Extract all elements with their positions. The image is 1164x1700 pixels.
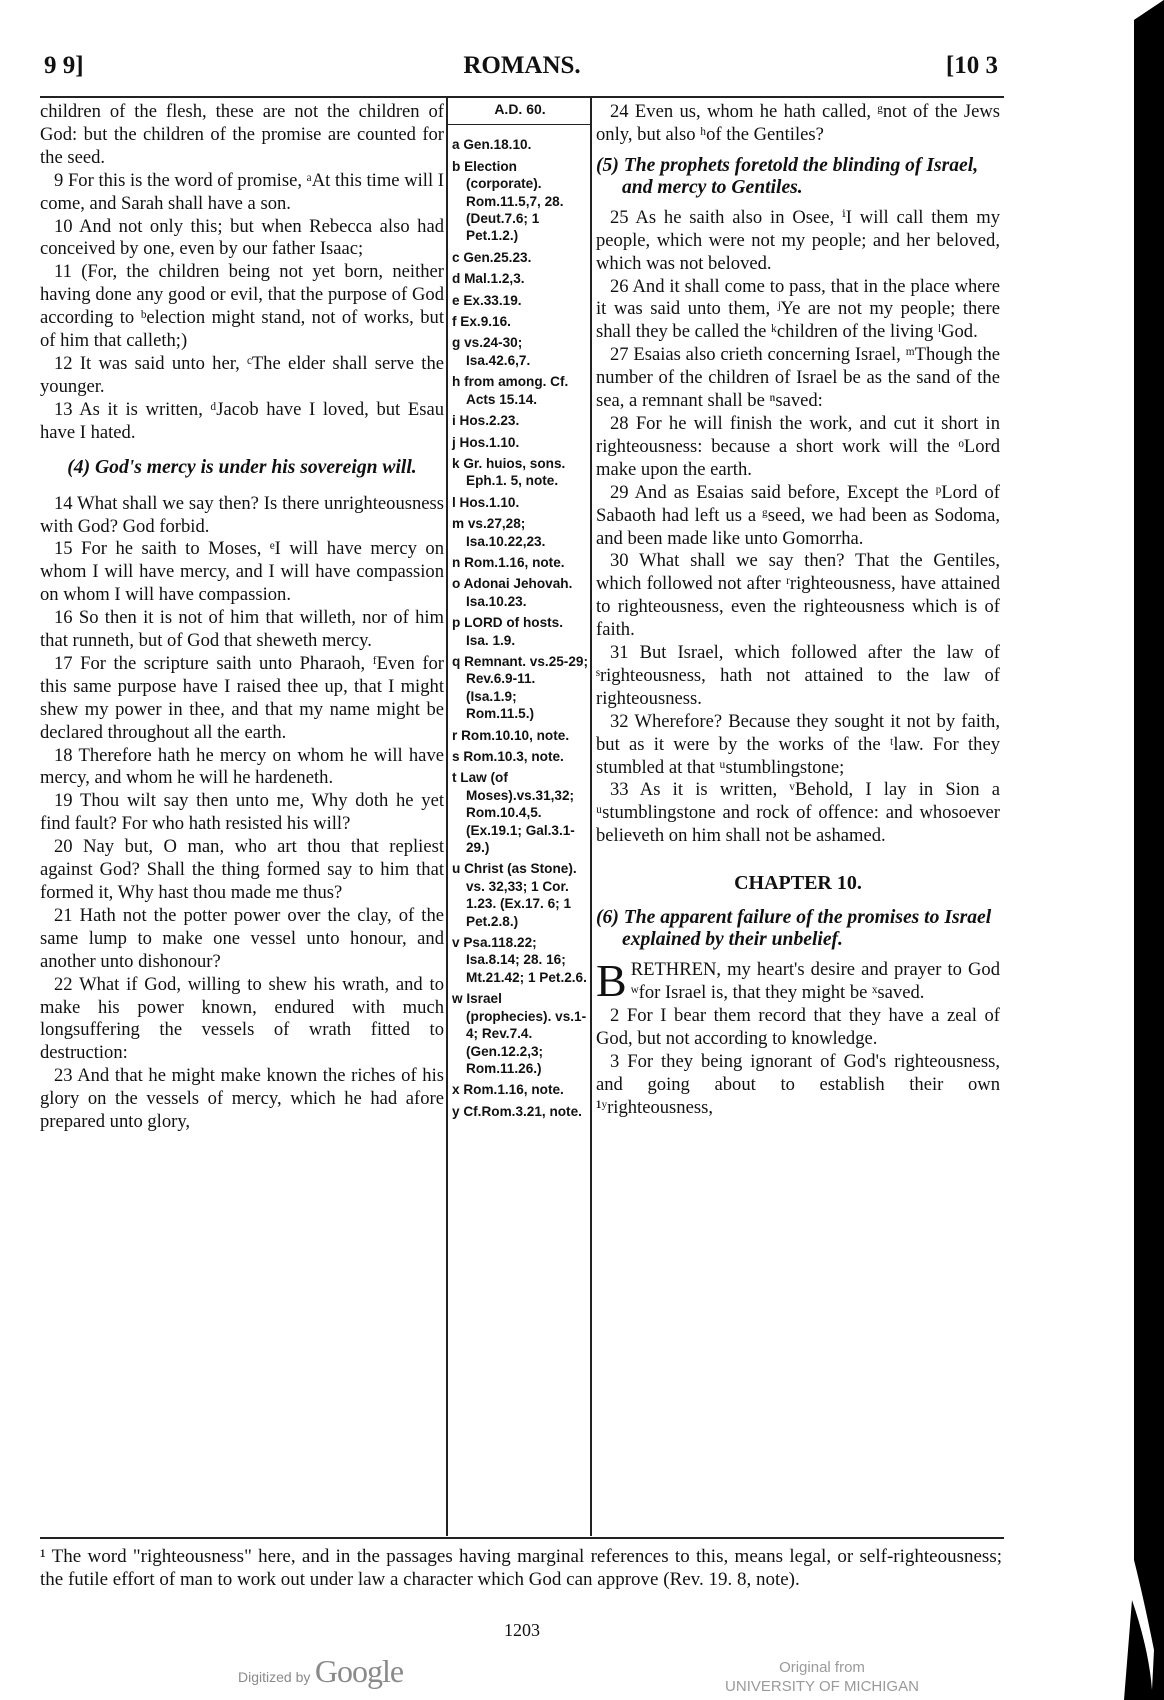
- marginal-reference: o Adonai Jehovah. Isa.10.23.: [452, 576, 573, 609]
- verse-paragraph: 13 As it is written, ᵈJacob have I loved, but Esau have I hated.: [40, 398, 444, 443]
- page-edge-shadow: [1104, 0, 1164, 1700]
- column-rule-right: [590, 96, 592, 1536]
- verse-paragraph: 17 For the scripture saith unto Pharaoh, ᶠEven for this same purpose have I raised thee up, that I might shew my power in thee, and that my name might be declared throughout all the earth.: [40, 652, 444, 743]
- center-date: A.D. 60.: [494, 101, 546, 117]
- verse-paragraph: 33 As it is written, ᵛBehold, I lay in Sion a ᵘstumblingstone and rock of offence: and whosoever believeth on him shall not be ashamed.: [596, 779, 1000, 847]
- marginal-reference: p LORD of hosts. Isa. 1.9.: [452, 615, 564, 648]
- marginal-reference: b Election (corporate). Rom.11.5,7, 28. (Deut.7.6; 1 Pet.1.2.): [452, 158, 564, 244]
- header-book-title: ROMANS.: [463, 52, 581, 79]
- marginal-reference: h from among. Cf. Acts 15.14.: [452, 374, 569, 407]
- marginal-reference: l Hos.1.10.: [452, 494, 520, 510]
- verse-paragraph: 27 Esaias also crieth concerning Israel, ᵐThough the number of the children of Israel be as the sand of the sea, a remnant shall be ⁿsaved:: [596, 344, 1000, 412]
- center-reference-column: [452, 101, 588, 1124]
- header-rule: [40, 96, 1004, 98]
- marginal-reference: m vs.27,28; Isa.10.22,23.: [452, 516, 546, 549]
- marginal-reference: y Cf.Rom.3.21, note.: [452, 1103, 582, 1119]
- verse-paragraph: 23 And that he might make known the riches of his glory on the vessels of mercy, which he had afore prepared unto glory,: [40, 1065, 444, 1133]
- marginal-reference: g vs.24-30; Isa.42.6,7.: [452, 335, 531, 368]
- verse-paragraph: 25 As he saith also in Osee, ⁱI will call them my people, which were not my people; and her beloved, which was not beloved.: [596, 206, 1000, 274]
- verse-paragraph: 15 For he saith to Moses, ᵉI will have mercy on whom I will have mercy, and I will have compassion on whom I will have compassion.: [40, 538, 444, 606]
- header-chapter-verse-right: [10 3: [945, 52, 998, 79]
- running-header: [40, 52, 1004, 92]
- chapter-heading: CHAPTER 10.: [734, 872, 862, 895]
- section-heading: (5) The prophets foretold the blinding of Israel, and mercy to Gentiles.: [596, 154, 979, 198]
- section-heading: (4) God's mercy is under his sovereign will.: [67, 456, 417, 478]
- verse-paragraph: 16 So then it is not of him that willeth, nor of him that runneth, but of God that sheweth mercy.: [40, 607, 444, 652]
- verse-paragraph: 11 (For, the children being not yet born, neither having done any good or evil, that the purpose of God according to ᵇelection might stand, not of works, but of him that calleth;): [40, 261, 444, 352]
- marginal-reference: s Rom.10.3, note.: [452, 749, 564, 764]
- marginal-reference: k Gr. huios, sons. Eph.1. 5, note.: [452, 455, 566, 489]
- marginal-reference: f Ex.9.16.: [452, 314, 511, 330]
- verse-paragraph: 28 For he will finish the work, and cut it short in righteousness: because a short work will the ᵒLord make upon the earth.: [596, 412, 1000, 480]
- verse-paragraph: 3 For they being ignorant of God's righteousness, and going about to establish their own ¹ʸrighteousness,: [596, 1050, 1000, 1118]
- marginal-reference: n Rom.1.16, note.: [452, 554, 565, 570]
- marginal-reference: j Hos.1.10.: [452, 434, 520, 450]
- verse-paragraph: 29 And as Esaias said before, Except the ᵖLord of Sabaoth had left us a ᵍseed, we had been as Sodoma, and been made like unto Gomorrha.: [596, 481, 1000, 549]
- marginal-reference: r Rom.10.10, note.: [452, 727, 570, 743]
- verse-paragraph: 18 Therefore hath he mercy on whom he will have mercy, and whom he will he hardeneth.: [40, 744, 444, 789]
- footnote: ¹ The word "righteousness" here, and in the passages having marginal references to this, means legal, or self-righteousness; the futile effort of man to work out under law a character which God can approve (Rev. 19. 8, note).: [40, 1546, 1002, 1590]
- drop-cap: B: [596, 955, 627, 1007]
- marginal-reference: q Remnant. vs.25-29; Rev.6.9-11. (Isa.1.9; Rom.11.5.): [452, 653, 588, 722]
- marginal-reference: t Law (of Moses).vs.31,32; Rom.10.4,5. (Ex.19.1; Gal.3.1-29.): [452, 770, 575, 856]
- digitized-by-watermark: [238, 1653, 403, 1690]
- verse-paragraph: 12 It was said unto her, ᶜThe elder shall serve the younger.: [40, 352, 444, 397]
- marginal-reference: v Psa.118.22; Isa.8.14; 28. 16; Mt.21.42; 1 Pet.2.6.: [452, 935, 587, 985]
- marginal-reference: d Mal.1.2,3.: [452, 271, 525, 287]
- verse-paragraph: 24 Even us, whom he hath called, ᵍnot of the Jews only, but also ʰof the Gentiles?: [596, 101, 1000, 145]
- verse-paragraph: 2 For I bear them record that they have a zeal of God, but not according to knowledge.: [596, 1004, 1000, 1049]
- verse-paragraph: 10 And not only this; but when Rebecca also had conceived by one, even by our father Isaac;: [40, 215, 444, 260]
- section-heading: (6) The apparent failure of the promises to Israel explained by their unbelief.: [596, 907, 992, 951]
- page-number: 1203: [504, 1620, 540, 1640]
- column-rule-left: [446, 96, 448, 1536]
- left-text-column: [40, 101, 444, 1134]
- digitized-by-text: Digitized by: [238, 1669, 311, 1685]
- verse-paragraph-dropcap: [596, 955, 1000, 1007]
- verse-paragraph: 22 What if God, willing to shew his wrath, and to make his power known, endured with much longsuffering the vessels of wrath fitted to destruction:: [40, 973, 444, 1064]
- original-from-text: Original from: [779, 1659, 865, 1676]
- marginal-reference: a Gen.18.10.: [452, 137, 532, 153]
- marginal-reference: c Gen.25.23.: [452, 249, 532, 265]
- verse-paragraph: 9 For this is the word of promise, ᵃAt this time will I come, and Sarah shall have a son.: [40, 169, 444, 214]
- google-logo: Google: [314, 1653, 404, 1689]
- verse-paragraph: 19 Thou wilt say then unto me, Why doth he yet find fault? For who hath resisted his will?: [40, 790, 444, 835]
- university-name: UNIVERSITY OF MICHIGAN: [725, 1678, 919, 1695]
- marginal-reference: i Hos.2.23.: [452, 413, 520, 429]
- right-text-column: [596, 101, 1000, 1119]
- verse-paragraph: 32 Wherefore? Because they sought it not by faith, but as it were by the works of the ᵗlaw. For they stumbled at that ᵘstumblingstone;: [596, 710, 1000, 778]
- verse-paragraph: 14 What shall we say then? Is there unrighteousness with God? God forbid.: [40, 492, 444, 537]
- verse-paragraph: 26 And it shall come to pass, that in the place where it was said unto them, ʲYe are not my people; there shall they be called the ᵏchildren of the living ˡGod.: [596, 275, 1000, 343]
- marginal-reference: e Ex.33.19.: [452, 292, 522, 308]
- marginal-reference: w Israel (prophecies). vs.1-4; Rev.7.4. (Gen.12.2,3; Rom.11.26.): [452, 991, 587, 1076]
- marginal-notes: [452, 136, 588, 1120]
- verse-paragraph: children of the flesh, these are not the children of God: but the children of the promise are counted for the seed.: [40, 101, 444, 168]
- header-chapter-verse-left: 9 9]: [44, 52, 84, 79]
- footnote-rule: [40, 1537, 1004, 1539]
- verse-paragraph: 30 What shall we say then? That the Gentiles, which followed not after ʳrighteousness, have attained to righteousness, even the righteousness which is of faith.: [596, 550, 1000, 641]
- verse-paragraph: 21 Hath not the potter power over the clay, of the same lump to make one vessel unto honour, and another unto dishonour?: [40, 904, 444, 972]
- verse-paragraph: 20 Nay but, O man, who art thou that repliest against God? Shall the thing formed say to him that formed it, Why hast thou made me thus?: [40, 836, 444, 903]
- verse-paragraph: 31 But Israel, which followed after the law of ˢrighteousness, hath not attained to the law of righteousness.: [596, 642, 1000, 709]
- original-from-watermark: [702, 1658, 942, 1696]
- marginal-reference: x Rom.1.16, note.: [452, 1082, 564, 1098]
- marginal-reference: u Christ (as Stone). vs. 32,33; 1 Cor. 1.23. (Ex.17. 6; 1 Pet.2.8.): [452, 861, 577, 929]
- dropcap-text: RETHREN, my heart's desire and prayer to God ʷfor Israel is, that they might be ˣsaved.: [630, 959, 1000, 1003]
